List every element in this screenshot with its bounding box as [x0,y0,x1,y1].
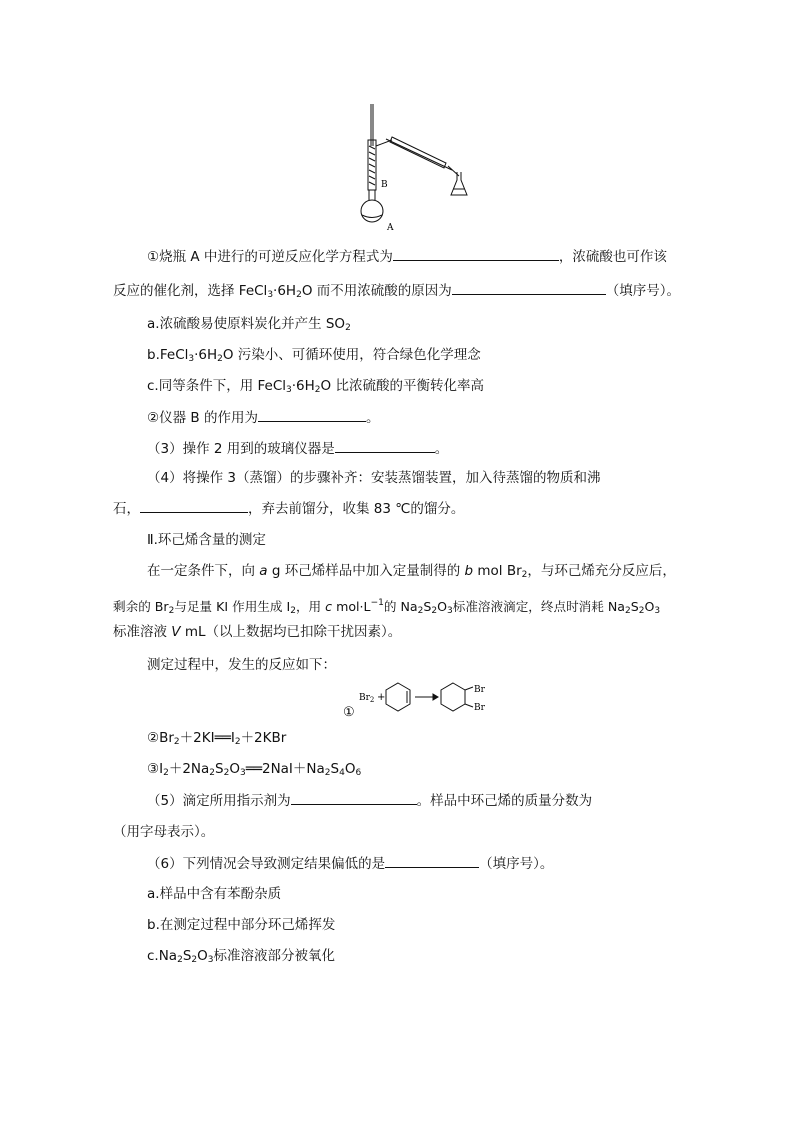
product-br-bottom: Br [474,703,485,713]
q4-line-1: （4）将操作 3（蒸馏）的步骤补齐：安装蒸馏装置，加入待蒸馏的物质和沸 [147,470,601,486]
q5-line-1: （5）滴定所用指示剂为 。样品中环己烯的质量分数为 [147,790,592,811]
q2-instrument-b: ②仪器 B 的作用为 。 [147,407,379,428]
q2-option-c: c.同等条件下，用 $FeCl_3\cdot 6H_2O$ 比浓硫酸的平衡转化率高 [147,378,484,395]
q6-option-c: $c.Na_2S_2O_3$标准溶液部分被氧化 [147,948,336,965]
q2-line-1: ①烧瓶 A 中进行的可逆反应化学方程式为 ，浓硫酸也可作该 [147,246,667,267]
reaction-2: $②Br_2+2KI══I_2+2KBr$ [147,730,287,747]
measure-line-3: 标准溶液 V mL（以上数据均已扣除干扰因素）。 [113,624,402,640]
q6-option-b: b.在测定过程中部分环己烯挥发 [147,917,336,933]
product-br-top: Br [474,685,485,695]
q2-option-a: a.浓硫酸易使原料炭化并产生 $SO_2$ [147,316,351,333]
q2-option-b: $b.FeCl_3\cdot 6H_2O$ 污染小、可循环使用，符合绿色化学理念 [147,347,481,364]
measure-line-1: 在一定条件下，向 a g 环己烯样品中加入定量制得的 b mol $Br_2$，与环己烯充分反应后， [147,563,676,580]
q5-line-2: （用字母表示）。 [113,824,215,840]
q3-line: （3）操作 2 用到的玻璃仪器是 。 [147,438,448,459]
apparatus-label-a: A [387,223,394,233]
reaction-arrow-icon [415,694,438,700]
reaction-3: $③I_2+2Na_2S_2O_3══2NaI+Na_2S_4O_6$ [147,761,362,778]
section-ii-title: Ⅱ.环己烯含量的测定 [147,532,266,548]
reactions-intro: 测定过程中，发生的反应如下： [147,657,336,673]
q6-line: （6）下列情况会导致测定结果偏低的是 （填序号）。 [147,853,553,874]
reaction-1-br2: $Br_2$ [359,693,375,704]
reaction-1-plus: + [377,692,386,703]
q5-indicator-blank[interactable] [291,790,417,805]
apparatus-label-b: B [381,180,388,190]
q6-option-a: a.样品中含有苯酚杂质 [147,886,282,902]
q6-blank[interactable] [385,853,479,868]
measure-line-2: 剩余的 $Br_2$与足量 KI 作用生成 $I_2$，用 c $mol\cdot L^{-1}$的 $Na_2S_2O_3$标准溶液滴定，终点时消耗 $Na_2S_2O_3$ [113,598,661,616]
cyclohexene-icon [386,683,410,711]
dibromocyclohexane-icon [441,683,473,711]
reaction-1-number: ① [343,705,355,720]
q4-line-2: 石， ，弃去前馏分，收集 83 ℃的馏分。 [113,498,464,519]
q2-line-2: 反应的催化剂，选择 $FeCl_3\cdot 6H_2O$ 而不用浓硫酸的原因为 （填序号）。 [113,280,680,305]
